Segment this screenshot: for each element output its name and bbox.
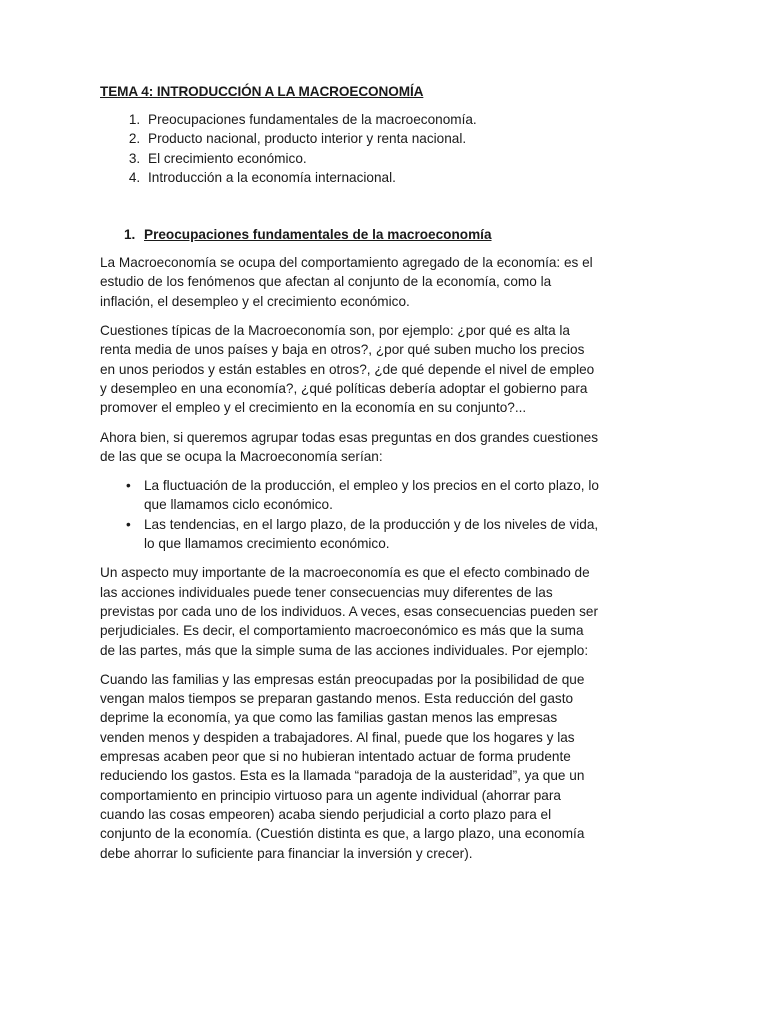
bullet-item	[126, 476, 600, 515]
section-heading	[100, 225, 600, 244]
paragraph: La Macroeconomía se ocupa del comportamiento agregado de la economía: es el estudio de los fenómenos que afectan al conjunto de la economía, como la inflación, el desempleo y el crecimiento económico.	[100, 255, 593, 309]
toc-item: 2. Producto nacional, producto interior y renta nacional.	[144, 129, 600, 148]
paragraph: Cuestiones típicas de la Macroeconomía son, por ejemplo: ¿por qué es alta la renta media de unos países y baja en otros?, ¿por qué suben mucho los precios en unos periodos y están estables en otros?, ¿de qué depende el nivel de empleo y desempleo en una economía?, ¿qué políticas debería adoptar el gobierno para promover el empleo y el crecimiento en la economía en su conjunto?...	[100, 323, 595, 416]
bullet-list	[100, 476, 600, 553]
paragraph: Cuando las familias y las empresas están preocupadas por la posibilidad de que vengan malos tiempos se preparan gastando menos. Esta reducción del gasto deprime la economía, ya que como las familias gastan menos las empresas venden menos y despiden a trabajadores. Al final, puede que los hogares y las empresas acaben peor que si no hubieran intentado actuar de forma prudente reduciendo los gastos. Esta es la llamada “paradoja de la austeridad”, ya que un comportamiento en principio virtuoso para un agente individual (ahorrar para cuando las cosas empeoren) acaba siendo perjudicial a corto plazo para el conjunto de la economía. (Cuestión distinta es que, a largo plazo, una economía debe ahorrar lo suficiente para financiar la inversión y crecer).	[100, 671, 585, 861]
document-title: TEMA 4: INTRODUCCIÓN A LA MACROECONOMÍA	[100, 84, 424, 99]
toc-item: 3. El crecimiento económico.	[144, 149, 600, 168]
paragraph: Ahora bien, si queremos agrupar todas esas preguntas en dos grandes cuestiones de las que se ocupa la Macroeconomía serían:	[100, 429, 598, 464]
paragraph: Un aspecto muy importante de la macroeconomía es que el efecto combinado de las acciones individuales puede tener consecuencias muy diferentes de las previstas por cada uno de los individuos. A veces, esas consecuencias pueden ser perjudiciales. Es decir, el comportamiento macroeconómico es más que la suma de las partes, más que la simple suma de las acciones individuales. Por ejemplo:	[100, 565, 598, 658]
toc-item: 4. Introducción a la economía internacional.	[144, 168, 600, 187]
section-title: Preocupaciones fundamentales de la macroeconomía	[144, 227, 492, 243]
bullet-text: La fluctuación de la producción, el empleo y los precios en el corto plazo, lo que llamamos ciclo económico.	[144, 478, 599, 513]
bullet-icon: •	[126, 516, 131, 532]
bullet-item	[126, 515, 600, 554]
bullet-text: Las tendencias, en el largo plazo, de la producción y de los niveles de vida, lo que llamamos crecimiento económico.	[144, 516, 599, 552]
section-number: 1.	[124, 227, 136, 243]
bullet-icon: •	[126, 478, 131, 494]
toc-item: 1. Preocupaciones fundamentales de la macroeconomía.	[144, 110, 600, 129]
table-of-contents	[100, 110, 600, 187]
document-page	[100, 82, 600, 863]
